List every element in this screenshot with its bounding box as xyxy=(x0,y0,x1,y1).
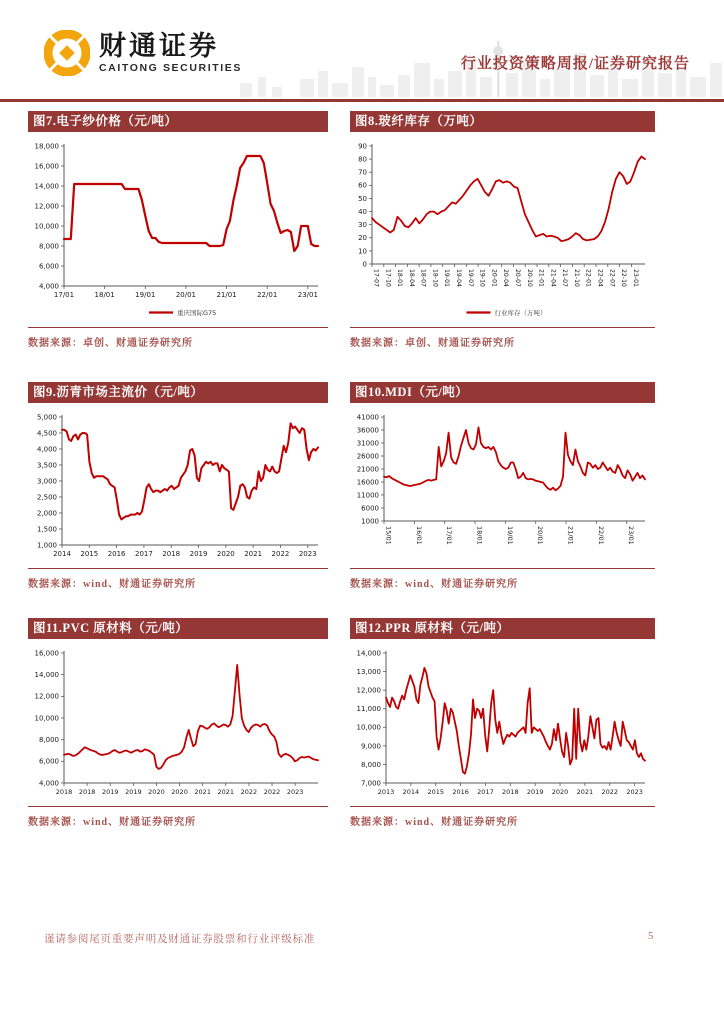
svg-text:14,000: 14,000 xyxy=(34,182,59,191)
svg-text:2018: 2018 xyxy=(78,788,96,796)
caitong-logo-icon xyxy=(44,30,90,76)
line-chart-fig12 xyxy=(350,647,655,804)
chart-source: 数据来源：wind、财通证券研究所 xyxy=(28,579,197,590)
svg-text:4,000: 4,000 xyxy=(38,779,59,788)
svg-text:18-07: 18-07 xyxy=(419,269,427,287)
svg-text:1000: 1000 xyxy=(361,517,379,526)
svg-text:9,000: 9,000 xyxy=(360,742,381,751)
svg-text:16000: 16000 xyxy=(356,478,379,487)
svg-text:16/01: 16/01 xyxy=(414,526,423,545)
svg-text:2023: 2023 xyxy=(298,550,317,558)
svg-text:21/01: 21/01 xyxy=(216,291,237,299)
chart-block-fig7 xyxy=(28,111,328,349)
svg-text:80: 80 xyxy=(358,155,367,164)
svg-text:重庆国际G75: 重庆国际G75 xyxy=(177,309,217,317)
svg-text:21-01: 21-01 xyxy=(537,269,545,287)
svg-text:10,000: 10,000 xyxy=(356,723,381,732)
report-footer xyxy=(44,931,654,946)
svg-text:20/01: 20/01 xyxy=(536,526,545,545)
header-divider xyxy=(0,99,724,102)
svg-text:2022: 2022 xyxy=(601,788,619,796)
svg-text:2,000: 2,000 xyxy=(36,509,57,518)
svg-text:2022: 2022 xyxy=(271,550,290,558)
line-chart-fig8 xyxy=(350,140,655,325)
svg-text:36000: 36000 xyxy=(356,426,379,435)
line-chart-fig10 xyxy=(350,411,655,566)
svg-text:2015: 2015 xyxy=(427,788,445,796)
svg-text:11,000: 11,000 xyxy=(356,705,381,714)
svg-text:18/01: 18/01 xyxy=(94,291,115,299)
svg-text:12,000: 12,000 xyxy=(34,692,59,701)
chart-source-divider xyxy=(28,568,328,569)
svg-text:21-07: 21-07 xyxy=(561,269,569,287)
svg-text:18-10: 18-10 xyxy=(431,269,439,287)
caitong-logo xyxy=(44,30,242,76)
svg-text:23/01: 23/01 xyxy=(297,291,318,299)
svg-text:2018: 2018 xyxy=(502,788,519,796)
chart-source-divider xyxy=(28,327,328,328)
chart-source: 数据来源：wind、财通证券研究所 xyxy=(350,579,519,590)
chart-source-divider xyxy=(28,806,328,807)
svg-text:16,000: 16,000 xyxy=(34,162,59,171)
svg-text:2014: 2014 xyxy=(402,788,420,796)
svg-text:15/01: 15/01 xyxy=(384,526,393,545)
svg-text:2022: 2022 xyxy=(240,788,258,796)
svg-text:17/01: 17/01 xyxy=(53,291,75,299)
svg-text:60: 60 xyxy=(358,181,367,190)
svg-text:20-04: 20-04 xyxy=(502,269,510,287)
chart-title: 图8.玻纤库存（万吨） xyxy=(350,111,655,132)
svg-text:4,500: 4,500 xyxy=(36,429,57,438)
line-chart-fig7 xyxy=(28,140,328,325)
svg-text:17/01: 17/01 xyxy=(445,526,454,545)
svg-text:2016: 2016 xyxy=(452,788,469,796)
line-chart-fig9 xyxy=(28,411,328,566)
svg-text:21/01: 21/01 xyxy=(566,526,575,545)
chart-title: 图11.PVC 原材料（元/吨） xyxy=(28,618,328,639)
chart-title: 图10.MDI（元/吨） xyxy=(350,382,655,403)
svg-text:5,000: 5,000 xyxy=(36,413,57,422)
svg-text:2014: 2014 xyxy=(53,550,71,558)
charts-grid xyxy=(28,111,655,828)
svg-text:21000: 21000 xyxy=(356,465,379,474)
svg-text:11000: 11000 xyxy=(356,491,379,500)
svg-text:22/01: 22/01 xyxy=(257,291,278,299)
chart-block-fig10 xyxy=(350,382,655,590)
svg-text:6000: 6000 xyxy=(361,504,379,513)
svg-text:2016: 2016 xyxy=(107,550,126,558)
svg-text:18,000: 18,000 xyxy=(34,142,59,151)
svg-text:2019: 2019 xyxy=(125,788,142,796)
brand-name-en: CAITONG SECURITIES xyxy=(99,62,242,74)
svg-text:20-07: 20-07 xyxy=(513,269,521,287)
svg-text:21-04: 21-04 xyxy=(549,269,557,287)
svg-text:17-07: 17-07 xyxy=(372,269,380,287)
footer-disclaimer: 谨请参阅尾页重要声明及财通证券股票和行业评级标准 xyxy=(44,934,316,945)
svg-text:22/01: 22/01 xyxy=(596,526,605,545)
svg-text:30: 30 xyxy=(358,221,367,230)
svg-text:2022: 2022 xyxy=(263,788,281,796)
chart-source: 数据来源：卓创、财通证券研究所 xyxy=(28,338,193,349)
chart-source: 数据来源：wind、财通证券研究所 xyxy=(350,817,519,828)
svg-text:2020: 2020 xyxy=(148,788,165,796)
svg-text:19/01: 19/01 xyxy=(135,291,156,299)
svg-text:14,000: 14,000 xyxy=(356,649,381,658)
svg-text:12,000: 12,000 xyxy=(356,686,381,695)
line-chart-fig11 xyxy=(28,647,328,804)
svg-text:17-10: 17-10 xyxy=(384,269,392,287)
chart-block-fig12 xyxy=(350,618,655,828)
svg-text:2,500: 2,500 xyxy=(36,493,57,502)
svg-text:23/01: 23/01 xyxy=(627,526,636,545)
svg-text:23-01: 23-01 xyxy=(631,269,639,287)
svg-text:1,500: 1,500 xyxy=(36,525,57,534)
svg-text:3,000: 3,000 xyxy=(36,477,57,486)
chart-block-fig8 xyxy=(350,111,655,349)
svg-text:2021: 2021 xyxy=(244,550,263,558)
chart-title: 图9.沥青市场主流价（元/吨） xyxy=(28,382,328,403)
svg-text:70: 70 xyxy=(358,168,367,177)
svg-text:2021: 2021 xyxy=(576,788,594,796)
svg-text:22-07: 22-07 xyxy=(608,269,616,287)
chart-source-divider xyxy=(350,806,655,807)
svg-text:18-04: 18-04 xyxy=(407,269,415,287)
svg-text:19/01: 19/01 xyxy=(505,526,514,545)
report-header xyxy=(0,0,724,100)
svg-text:2015: 2015 xyxy=(80,550,99,558)
svg-text:4,000: 4,000 xyxy=(38,282,59,291)
svg-text:行业库存（万吨）: 行业库存（万吨） xyxy=(494,309,547,317)
svg-text:2013: 2013 xyxy=(377,788,395,796)
svg-text:31000: 31000 xyxy=(356,439,379,448)
svg-text:4,000: 4,000 xyxy=(36,445,57,454)
chart-title: 图12.PPR 原材料（元/吨） xyxy=(350,618,655,639)
svg-text:8,000: 8,000 xyxy=(38,736,59,745)
chart-block-fig9 xyxy=(28,382,328,590)
report-type-label: 行业投资策略周报/证券研究报告 xyxy=(460,56,690,72)
svg-text:26000: 26000 xyxy=(356,452,379,461)
svg-text:13,000: 13,000 xyxy=(356,667,381,676)
svg-text:2020: 2020 xyxy=(216,550,235,558)
svg-text:18/01: 18/01 xyxy=(475,526,484,545)
svg-text:2018: 2018 xyxy=(162,550,181,558)
chart-source: 数据来源：卓创、财通证券研究所 xyxy=(350,338,515,349)
chart-source: 数据来源：wind、财通证券研究所 xyxy=(28,817,197,828)
svg-text:6,000: 6,000 xyxy=(38,262,59,271)
svg-text:2019: 2019 xyxy=(189,550,208,558)
chart-block-fig11 xyxy=(28,618,328,828)
svg-text:3,500: 3,500 xyxy=(36,461,57,470)
svg-text:20: 20 xyxy=(358,234,367,243)
svg-text:90: 90 xyxy=(358,142,367,151)
svg-text:2023: 2023 xyxy=(626,788,643,796)
svg-text:7,000: 7,000 xyxy=(360,779,381,788)
svg-text:2023: 2023 xyxy=(286,788,304,796)
svg-text:2018: 2018 xyxy=(55,788,73,796)
svg-text:19-04: 19-04 xyxy=(455,269,463,287)
svg-text:2017: 2017 xyxy=(477,788,494,796)
svg-text:8,000: 8,000 xyxy=(38,242,59,251)
svg-text:19-07: 19-07 xyxy=(466,269,474,287)
svg-text:1,000: 1,000 xyxy=(36,541,57,550)
svg-text:2021: 2021 xyxy=(194,788,211,796)
svg-text:50: 50 xyxy=(358,194,367,203)
svg-text:10,000: 10,000 xyxy=(34,222,59,231)
svg-text:41000: 41000 xyxy=(356,413,379,422)
svg-text:40: 40 xyxy=(358,207,367,216)
svg-text:10,000: 10,000 xyxy=(34,714,59,723)
svg-text:19-10: 19-10 xyxy=(478,269,486,287)
svg-text:20-10: 20-10 xyxy=(525,269,533,287)
svg-text:19-01: 19-01 xyxy=(443,269,451,287)
svg-text:10: 10 xyxy=(358,247,367,256)
svg-text:22-10: 22-10 xyxy=(620,269,628,287)
svg-text:2020: 2020 xyxy=(171,788,188,796)
svg-text:2017: 2017 xyxy=(135,550,153,558)
svg-text:2019: 2019 xyxy=(101,788,119,796)
page-number: 5 xyxy=(647,931,654,942)
chart-title: 图7.电子纱价格（元/吨） xyxy=(28,111,328,132)
svg-text:2021: 2021 xyxy=(217,788,235,796)
svg-text:21-10: 21-10 xyxy=(572,269,580,287)
svg-text:12,000: 12,000 xyxy=(34,202,59,211)
svg-text:20/01: 20/01 xyxy=(175,291,197,299)
svg-text:0: 0 xyxy=(362,260,367,269)
svg-text:8,000: 8,000 xyxy=(360,760,381,769)
svg-text:14,000: 14,000 xyxy=(34,671,59,680)
svg-text:16,000: 16,000 xyxy=(34,649,59,658)
svg-text:22-04: 22-04 xyxy=(596,269,604,287)
chart-source-divider xyxy=(350,568,655,569)
svg-text:2020: 2020 xyxy=(551,788,569,796)
svg-text:20-01: 20-01 xyxy=(490,269,498,287)
svg-text:2019: 2019 xyxy=(526,788,544,796)
brand-name-cn: 财通证券 xyxy=(99,31,219,61)
svg-text:22-01: 22-01 xyxy=(584,269,592,287)
svg-text:6,000: 6,000 xyxy=(38,757,59,766)
svg-text:18-01: 18-01 xyxy=(396,269,404,287)
chart-source-divider xyxy=(350,327,655,328)
